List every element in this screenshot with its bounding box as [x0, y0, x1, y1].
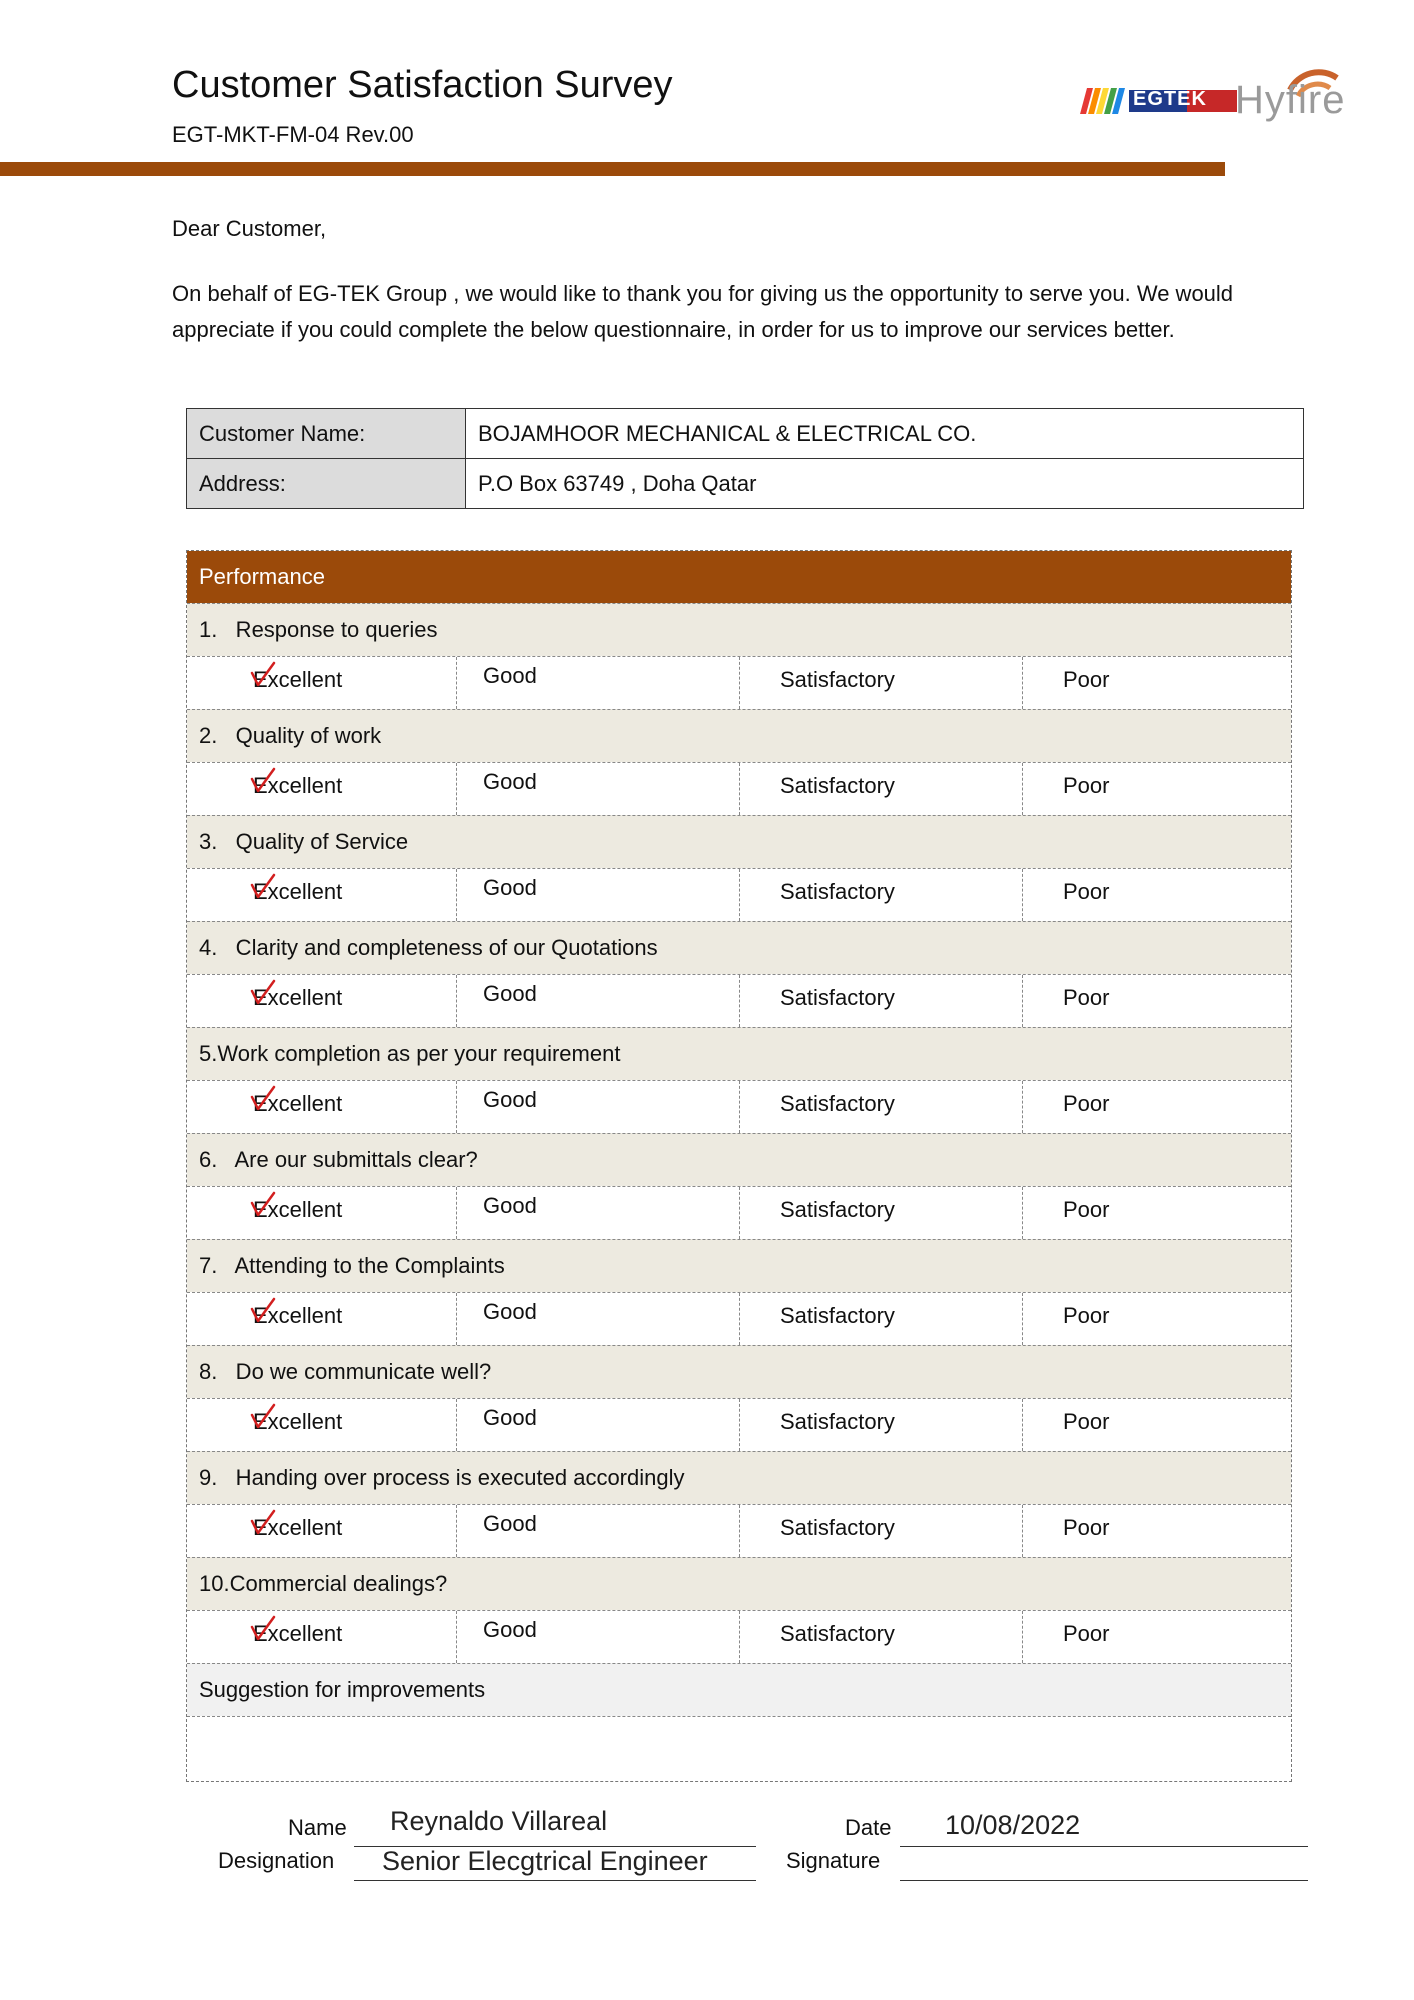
rating-option-label: Satisfactory: [780, 1197, 895, 1222]
rating-option-poor[interactable]: [1023, 1081, 1291, 1133]
logo-hyfire-text: Hyfire: [1235, 78, 1346, 122]
signoff-date-label: Date: [845, 1815, 892, 1840]
rating-option-label: Poor: [1063, 1621, 1110, 1646]
rating-option-label: Good: [483, 981, 537, 1006]
rating-option-good[interactable]: [457, 1399, 740, 1451]
performance-heading: Performance: [187, 551, 1291, 603]
rating-option-label: Satisfactory: [780, 1621, 895, 1646]
rating-option-excellent[interactable]: [187, 1187, 457, 1239]
suggestion-input-area[interactable]: [187, 1716, 1291, 1781]
rating-option-satisfactory[interactable]: [740, 1187, 1023, 1239]
signoff-name-value[interactable]: Reynaldo Villareal: [390, 1806, 608, 1836]
rating-option-label: Excellent: [253, 1091, 343, 1116]
rating-option-label: Good: [483, 769, 537, 794]
salutation: Dear Customer,: [172, 216, 327, 241]
address-value[interactable]: P.O Box 63749 , Doha Qatar: [466, 459, 1304, 509]
question-row: 9. Handing over process is executed accordingly: [187, 1451, 1291, 1504]
checkmark-icon: [249, 1295, 277, 1325]
rating-option-excellent[interactable]: [187, 975, 457, 1027]
rating-option-excellent[interactable]: [187, 1505, 457, 1557]
signature-line[interactable]: [900, 1880, 1308, 1881]
rating-option-satisfactory[interactable]: [740, 1505, 1023, 1557]
customer-name-row: [187, 409, 1304, 459]
rating-option-good[interactable]: [457, 657, 740, 709]
rating-options-row: [187, 974, 1291, 1027]
rating-option-label: Good: [483, 1617, 537, 1642]
rating-option-label: Excellent: [253, 1197, 343, 1222]
rating-option-excellent[interactable]: [187, 1611, 457, 1663]
rating-option-label: Satisfactory: [780, 773, 895, 798]
rating-options-row: [187, 1292, 1291, 1345]
rating-option-excellent[interactable]: [187, 1399, 457, 1451]
rating-option-label: Excellent: [253, 1621, 343, 1646]
question-row: 2. Quality of work: [187, 709, 1291, 762]
rating-options-row: [187, 656, 1291, 709]
rating-option-good[interactable]: [457, 1505, 740, 1557]
checkmark-icon: [249, 871, 277, 901]
rating-option-label: Good: [483, 1299, 537, 1324]
signoff-designation-value[interactable]: Senior Elecgtrical Engineer: [382, 1846, 708, 1876]
signoff-signature-label: Signature: [786, 1848, 881, 1873]
rating-option-excellent[interactable]: [187, 763, 457, 815]
rating-option-good[interactable]: [457, 1611, 740, 1663]
rating-option-label: Excellent: [253, 1303, 343, 1328]
rating-option-satisfactory[interactable]: [740, 763, 1023, 815]
customer-info-table: [186, 408, 1304, 509]
rating-option-poor[interactable]: [1023, 1611, 1291, 1663]
rating-option-label: Poor: [1063, 773, 1110, 798]
rating-option-label: Excellent: [253, 773, 343, 798]
rating-option-poor[interactable]: [1023, 975, 1291, 1027]
rating-option-label: Poor: [1063, 667, 1110, 692]
page-title: Customer Satisfaction Survey: [172, 64, 673, 106]
rating-option-satisfactory[interactable]: [740, 1293, 1023, 1345]
rating-option-excellent[interactable]: [187, 1081, 457, 1133]
performance-table: [186, 550, 1292, 1782]
rating-option-label: Good: [483, 1087, 537, 1112]
rating-option-label: Satisfactory: [780, 1409, 895, 1434]
signoff-name-label: Name: [288, 1815, 347, 1840]
rating-option-good[interactable]: [457, 975, 740, 1027]
rating-option-label: Poor: [1063, 1303, 1110, 1328]
rating-option-label: Good: [483, 1511, 537, 1536]
rating-option-poor[interactable]: [1023, 1505, 1291, 1557]
checkmark-icon: [249, 765, 277, 795]
rating-option-satisfactory[interactable]: [740, 1399, 1023, 1451]
header-rule: [0, 162, 1225, 176]
rating-option-satisfactory[interactable]: [740, 975, 1023, 1027]
question-row: 5.Work completion as per your requirement: [187, 1027, 1291, 1080]
checkmark-icon: [249, 659, 277, 689]
checkmark-icon: [249, 1613, 277, 1643]
rating-option-good[interactable]: [457, 763, 740, 815]
rating-option-label: Satisfactory: [780, 879, 895, 904]
rating-option-label: Good: [483, 875, 537, 900]
rating-option-label: Excellent: [253, 985, 343, 1010]
rating-option-label: Satisfactory: [780, 1091, 895, 1116]
signoff-designation-label: Designation: [218, 1848, 335, 1873]
rating-options-row: [187, 762, 1291, 815]
rating-option-label: Poor: [1063, 1409, 1110, 1434]
rating-option-label: Satisfactory: [780, 1303, 895, 1328]
rating-option-label: Poor: [1063, 1515, 1110, 1540]
rating-option-label: Poor: [1063, 985, 1110, 1010]
rating-option-excellent[interactable]: [187, 657, 457, 709]
rating-options-row: [187, 1610, 1291, 1663]
checkmark-icon: [249, 1189, 277, 1219]
rating-option-label: Excellent: [253, 1409, 343, 1434]
rating-option-label: Good: [483, 1405, 537, 1430]
rating-option-excellent[interactable]: [187, 869, 457, 921]
rating-option-satisfactory[interactable]: [740, 657, 1023, 709]
address-label: Address:: [187, 459, 466, 509]
rating-option-label: Excellent: [253, 667, 343, 692]
rating-option-label: Poor: [1063, 1197, 1110, 1222]
question-row: 1. Response to queries: [187, 603, 1291, 656]
rating-options-row: [187, 1504, 1291, 1557]
rating-option-poor[interactable]: [1023, 657, 1291, 709]
address-row: [187, 459, 1304, 509]
rating-options-row: [187, 868, 1291, 921]
intro-paragraph: On behalf of EG-TEK Group , we would like to thank you for giving us the opportunity to serve you. We would appreciate if you could complete the below questionnaire, in order for us to improve our services better.: [172, 281, 1234, 342]
document-code: EGT-MKT-FM-04 Rev.00: [172, 122, 414, 147]
rating-option-poor[interactable]: [1023, 1187, 1291, 1239]
customer-name-label: Customer Name:: [187, 409, 466, 459]
rating-option-label: Satisfactory: [780, 985, 895, 1010]
rating-option-good[interactable]: [457, 1293, 740, 1345]
rating-option-satisfactory[interactable]: [740, 1081, 1023, 1133]
rating-option-label: Excellent: [253, 879, 343, 904]
rating-options-row: [187, 1398, 1291, 1451]
rating-option-good[interactable]: [457, 1081, 740, 1133]
customer-name-value[interactable]: BOJAMHOOR MECHANICAL & ELECTRICAL CO.: [466, 409, 1304, 459]
rating-option-satisfactory[interactable]: [740, 1611, 1023, 1663]
rating-option-label: Good: [483, 1193, 537, 1218]
rating-option-label: Poor: [1063, 879, 1110, 904]
rating-option-label: Satisfactory: [780, 1515, 895, 1540]
question-row: 4. Clarity and completeness of our Quotations: [187, 921, 1291, 974]
rating-option-label: Good: [483, 663, 537, 688]
logo-egtek-text: EGTEK: [1133, 88, 1207, 110]
checkmark-icon: [249, 1401, 277, 1431]
rating-option-label: Poor: [1063, 1091, 1110, 1116]
suggestion-label: Suggestion for improvements: [187, 1663, 1291, 1716]
rating-option-poor[interactable]: [1023, 869, 1291, 921]
checkmark-icon: [249, 1083, 277, 1113]
checkmark-icon: [249, 1507, 277, 1537]
rating-options-row: [187, 1186, 1291, 1239]
rating-option-poor[interactable]: [1023, 1399, 1291, 1451]
rating-option-good[interactable]: [457, 1187, 740, 1239]
designation-line: [354, 1880, 756, 1881]
rating-options-row: [187, 1080, 1291, 1133]
rating-option-poor[interactable]: [1023, 763, 1291, 815]
signoff-date-value[interactable]: 10/08/2022: [945, 1810, 1081, 1840]
question-row: 3. Quality of Service: [187, 815, 1291, 868]
rating-option-poor[interactable]: [1023, 1293, 1291, 1345]
date-line: [900, 1846, 1308, 1847]
rating-option-excellent[interactable]: [187, 1293, 457, 1345]
question-row: 6. Are our submittals clear?: [187, 1133, 1291, 1186]
question-row: 7. Attending to the Complaints: [187, 1239, 1291, 1292]
question-row: 10.Commercial dealings?: [187, 1557, 1291, 1610]
question-row: 8. Do we communicate well?: [187, 1345, 1291, 1398]
rating-option-label: Satisfactory: [780, 667, 895, 692]
rating-option-satisfactory[interactable]: [740, 869, 1023, 921]
checkmark-icon: [249, 977, 277, 1007]
rating-option-label: Excellent: [253, 1515, 343, 1540]
rating-option-good[interactable]: [457, 869, 740, 921]
